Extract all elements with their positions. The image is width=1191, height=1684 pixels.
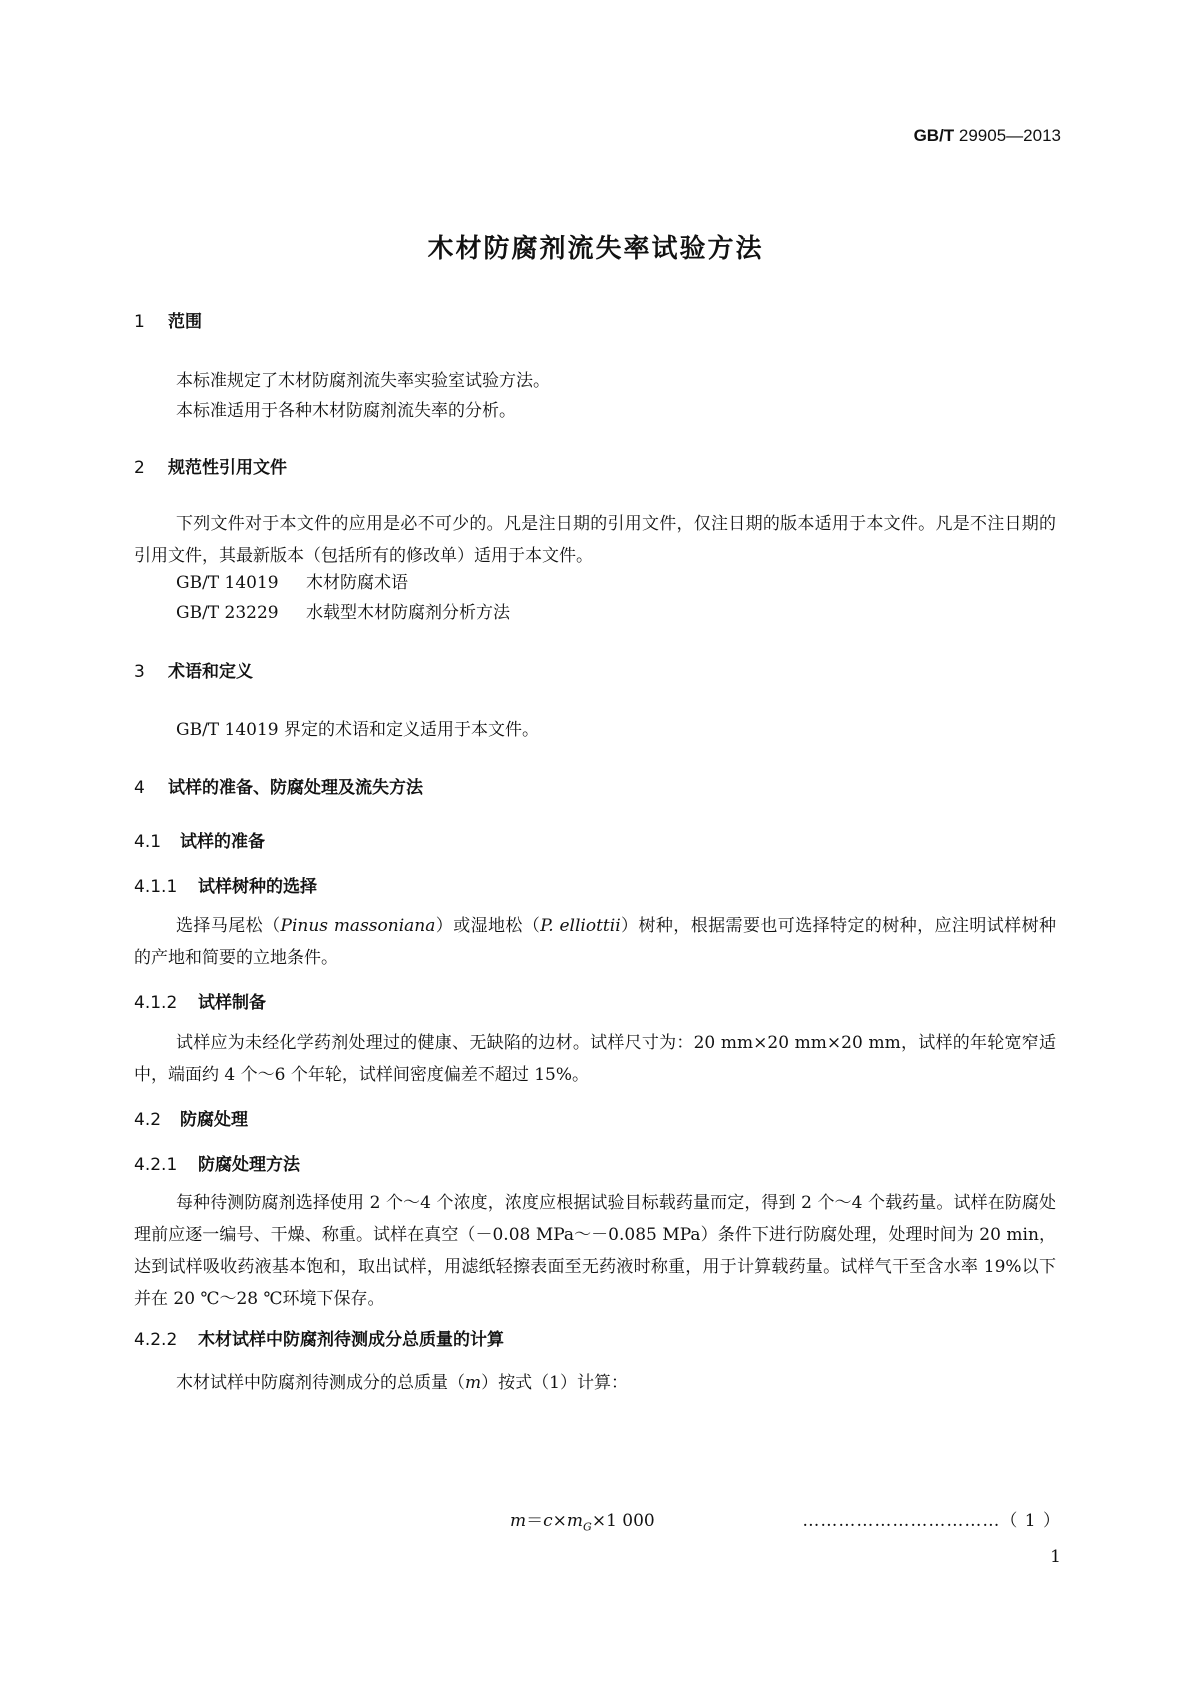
section-4-2-2-heading <box>134 1325 504 1350</box>
section-title: 防腐处理 <box>180 1110 248 1130</box>
section-4-1-1-heading <box>134 872 317 897</box>
section-title: 试样的准备 <box>180 832 265 852</box>
section-title: 防腐处理方法 <box>198 1155 300 1175</box>
standard-code-prefix: GB/T <box>913 126 955 145</box>
section-4-2-2-paragraph <box>176 1368 628 1393</box>
section-number: 4 <box>134 778 145 798</box>
variable-m: m <box>465 1373 482 1393</box>
section-title: 试样的准备、防腐处理及流失方法 <box>168 778 423 798</box>
text-run: 木材试样中防腐剂待测成分的总质量（ <box>176 1373 465 1393</box>
equals-sign: ＝ <box>526 1511 544 1531</box>
text-run: ）按式（1）计算： <box>481 1373 628 1393</box>
equation-number: ……………………………（ 1 ） <box>802 1511 1061 1531</box>
section-1-heading <box>134 307 202 332</box>
section-number: 4.2.2 <box>134 1330 178 1350</box>
section-4-2-heading <box>134 1105 248 1130</box>
section-4-1-2-paragraph: 试样应为未经化学药剂处理过的健康、无缺陷的边材。试样尺寸为：20 mm×20 mm×20 mm，试样的年轮宽窄适中，端面约 4 个～6 个年轮，试样间密度偏差不超过 15%。 <box>134 1033 1056 1085</box>
section-title: 木材试样中防腐剂待测成分总质量的计算 <box>198 1330 504 1350</box>
standard-code <box>914 126 1061 146</box>
text-run: 选择马尾松（ <box>176 916 281 936</box>
variable-mg: m <box>566 1511 584 1531</box>
section-number: 4.1.1 <box>134 877 178 897</box>
section-number: 1 <box>134 312 145 332</box>
section-title: 规范性引用文件 <box>168 458 287 478</box>
normative-reference <box>176 598 510 623</box>
species-name: Pinus massoniana <box>280 916 436 936</box>
standard-code-number: 29905—2013 <box>954 126 1061 145</box>
subscript-g: G <box>583 1520 592 1534</box>
section-1-paragraph-2: 本标准适用于各种木材防腐剂流失率的分析。 <box>176 401 516 421</box>
variable-m: m <box>510 1511 527 1531</box>
section-number: 4.2.1 <box>134 1155 178 1175</box>
text-run: ）或湿地松（ <box>435 916 541 936</box>
section-title: 试样制备 <box>198 993 266 1013</box>
page-number: 1 <box>1050 1547 1061 1567</box>
reference-name: 木材防腐术语 <box>306 573 408 593</box>
document-title: 木材防腐剂流失率试验方法 <box>427 234 764 264</box>
species-name: P. elliottii <box>540 916 621 936</box>
times-sign: × <box>552 1511 567 1531</box>
section-title: 范围 <box>168 312 202 332</box>
formula-1 <box>510 1506 655 1533</box>
section-number: 4.2 <box>134 1110 162 1130</box>
section-number: 2 <box>134 458 145 478</box>
section-2-paragraph: 下列文件对于本文件的应用是必不可少的。凡是注日期的引用文件，仅注日期的版本适用于本文件。凡是不注日期的引用文件，其最新版本（包括所有的修改单）适用于本文件。 <box>134 514 1056 566</box>
section-4-1-2-heading <box>134 988 266 1013</box>
section-4-1-heading <box>134 827 265 852</box>
text-run: ）树种，根据需要也可选择特定的树种，应注明试样树种的产地和简要的立地条件。 <box>134 916 1057 968</box>
section-4-2-1-paragraph: 每种待测防腐剂选择使用 2 个～4 个浓度，浓度应根据试验目标载药量而定，得到 2 个～4 个载药量。试样在防腐处理前应逐一编号、干燥、称重。试样在真空（－0.08 MPa～－0.085 MPa）条件下进行防腐处理，处理时间为 20 min，达到试样吸收药液基本饱和，取出试样，用滤纸轻擦表面至无药液时称重，用于计算载药量。试样气干至含水率 19%以下并在 20 ℃～28 ℃环境下保存。 <box>134 1193 1056 1309</box>
reference-code: GB/T 23229 <box>176 603 279 623</box>
section-number: 4.1.2 <box>134 993 178 1013</box>
section-4-heading <box>134 773 423 798</box>
section-1-paragraph-1: 本标准规定了木材防腐剂流失率实验室试验方法。 <box>176 371 550 391</box>
section-2-heading <box>134 453 287 478</box>
section-number: 3 <box>134 662 145 682</box>
section-3-paragraph: GB/T 14019 界定的术语和定义适用于本文件。 <box>176 720 540 740</box>
times-sign: × <box>591 1511 607 1531</box>
normative-reference <box>176 568 408 593</box>
section-title: 试样树种的选择 <box>198 877 317 897</box>
section-number: 4.1 <box>134 832 162 852</box>
reference-name: 水载型木材防腐剂分析方法 <box>306 603 510 623</box>
section-4-2-1-heading <box>134 1150 300 1175</box>
section-title: 术语和定义 <box>168 662 253 682</box>
variable-c: c <box>543 1511 553 1531</box>
reference-code: GB/T 14019 <box>176 573 279 593</box>
constant-1000: 1 000 <box>606 1511 655 1531</box>
section-3-heading <box>134 657 253 682</box>
section-4-1-1-paragraph <box>134 910 1056 974</box>
